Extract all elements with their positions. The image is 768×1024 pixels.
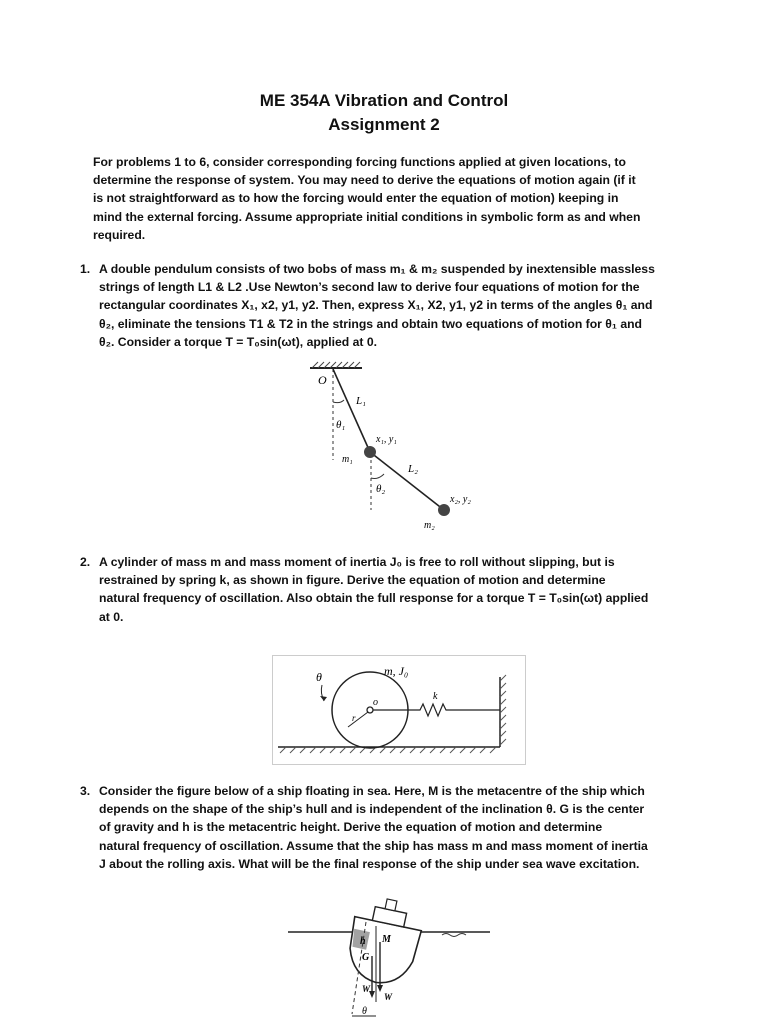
label-h: h [360, 936, 366, 947]
problem-line: natural frequency of oscillation. Assume that the ship has mass m and mass moment of inertia [99, 838, 648, 853]
problem-1 [80, 260, 710, 351]
label-m: M [382, 934, 391, 945]
problem-number: 1. [80, 262, 91, 276]
label-l2: L₂ [408, 463, 418, 475]
problem-2 [80, 553, 710, 626]
problem-text [99, 782, 710, 873]
label-x2y2: x₂, y₂ [450, 494, 471, 505]
problem-line: restrained by spring k, as shown in figure. Derive the equation of motion and determine [99, 573, 606, 588]
ship-hull [342, 917, 421, 990]
intro-line: mind the external forcing. Assume appropriate initial conditions in symbolic form as and when [93, 209, 641, 224]
ground-hatch [280, 747, 496, 753]
problem-text [99, 553, 710, 626]
bob-2 [438, 504, 450, 516]
radius-line [348, 712, 368, 727]
wave-mark [442, 934, 466, 937]
page-title [0, 89, 768, 137]
string-2 [370, 452, 444, 510]
rolling-cylinder-figure [272, 655, 526, 765]
problem-line: at 0. [99, 609, 124, 624]
label-theta: θ [362, 1006, 367, 1017]
label-w2: W [384, 992, 393, 1002]
spring [373, 704, 500, 716]
label-w1: W [362, 984, 371, 994]
ship-figure [268, 882, 518, 1024]
problem-line: rectangular coordinates X₁, x2, y1, y2. Then, express X₁, X2, y1, y2 in terms of the angles θ₁ and [99, 298, 653, 313]
problem-line: strings of length L1 & L2 .Use Newton’s second law to derive four equations of motion for the [99, 280, 640, 295]
problem-3 [80, 782, 710, 873]
theta1-arc [333, 400, 344, 403]
label-theta: θ [316, 670, 322, 684]
problem-number: 3. [80, 784, 91, 798]
theta-arrowhead [320, 696, 327, 701]
label-mass: m, J₀ [384, 664, 409, 678]
label-m2: m₂ [424, 520, 435, 531]
problem-line: natural frequency of oscillation. Also obtain the full response for a torque T = T₀sin(ωt) applied [99, 591, 649, 606]
weight-arrowhead-2 [377, 985, 383, 992]
bob-1 [364, 446, 376, 458]
label-x1y1: x₁, y₁ [376, 434, 397, 445]
intro-line: determine the response of system. You may need to derive the equations of motion again (if it [93, 173, 636, 188]
problem-line: θ₂, eliminate the tensions T1 & T2 in the strings and obtain two equations of motion for θ₁ and [99, 316, 642, 331]
label-theta2: θ₂ [376, 483, 386, 495]
problem-line: Consider the figure below of a ship floating in sea. Here, M is the metacentre of the ship which [99, 784, 645, 798]
label-r: r [352, 713, 356, 723]
problem-line: depends on the shape of the ship’s hull and is independent of the inclination θ. G is the center [99, 802, 645, 817]
label-l1: L₁ [356, 395, 366, 407]
label-m1: m₁ [342, 454, 353, 465]
label-k: k [433, 691, 438, 702]
problem-line: A cylinder of mass m and mass moment of inertia J₀ is free to roll without slipping, but is [99, 555, 615, 569]
double-pendulum-figure [300, 360, 500, 535]
problem-line: A double pendulum consists of two bobs of mass m₁ & m₂ suspended by inextensible massless [99, 262, 655, 276]
ship-funnel [385, 899, 397, 911]
problem-line: θ₂. Consider a torque T = T₀sin(ωt), applied at 0. [99, 334, 378, 349]
label-theta1: θ₁ [336, 419, 346, 431]
intro-paragraph [93, 153, 703, 244]
label-o: o [373, 697, 378, 708]
problem-text [99, 260, 710, 351]
label-o: O [318, 373, 327, 387]
intro-line: is not straightforward as to how the forcing would enter the equation of motion) keeping in [93, 191, 619, 206]
wall-hatch [500, 675, 506, 745]
intro-line: For problems 1 to 6, consider corresponding forcing functions applied at given locations, to [93, 155, 626, 169]
title-line-2: Assignment 2 [328, 115, 440, 134]
intro-line: required. [93, 227, 146, 242]
problem-number: 2. [80, 555, 91, 569]
label-g: G [362, 952, 370, 963]
title-line-1: ME 354A Vibration and Control [259, 91, 509, 110]
problem-line: of gravity and h is the metacentric height. Derive the equation of motion and determine [99, 820, 603, 835]
theta2-arc [371, 474, 384, 479]
problem-line: J about the rolling axis. What will be the final response of the ship under sea wave excitation. [99, 856, 640, 871]
string-1 [333, 369, 370, 452]
